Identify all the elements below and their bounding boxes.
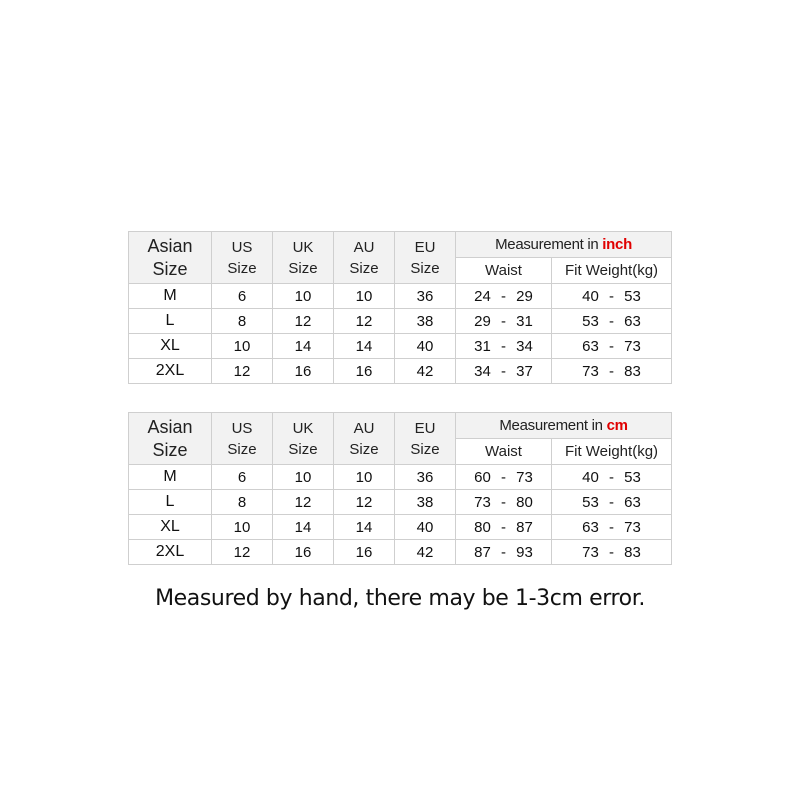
cell-eu-size: 36 <box>395 284 456 309</box>
header-fit-weight: Fit Weight(kg) <box>552 258 672 284</box>
header-waist: Waist <box>456 439 552 465</box>
cell-asian-size: L <box>129 490 212 515</box>
cell-us-size: 6 <box>212 284 273 309</box>
header-uk-size: UK Size <box>273 413 334 465</box>
header-eu-size: EU Size <box>395 413 456 465</box>
header-measurement: Measurement in cm <box>456 413 672 439</box>
table-row <box>129 284 672 309</box>
cell-fit-weight: 40 - 53 <box>552 465 672 490</box>
cell-waist: 34 - 37 <box>456 359 552 384</box>
cell-waist: 31 - 34 <box>456 334 552 359</box>
cell-uk-size: 10 <box>273 284 334 309</box>
cell-eu-size: 42 <box>395 540 456 565</box>
cell-fit-weight: 63 - 73 <box>552 334 672 359</box>
cell-uk-size: 12 <box>273 490 334 515</box>
cell-eu-size: 38 <box>395 490 456 515</box>
cell-asian-size: 2XL <box>129 540 212 565</box>
header-au-size: AU Size <box>334 232 395 284</box>
cell-asian-size: M <box>129 465 212 490</box>
cell-uk-size: 16 <box>273 540 334 565</box>
header-uk-size: UK Size <box>273 232 334 284</box>
cell-eu-size: 38 <box>395 309 456 334</box>
measurement-unit-label: cm <box>606 417 628 434</box>
cell-fit-weight: 63 - 73 <box>552 515 672 540</box>
cell-us-size: 12 <box>212 359 273 384</box>
cell-asian-size: 2XL <box>129 359 212 384</box>
cell-asian-size: XL <box>129 515 212 540</box>
header-fit-weight: Fit Weight(kg) <box>552 439 672 465</box>
cell-waist: 87 - 93 <box>456 540 552 565</box>
cell-asian-size: XL <box>129 334 212 359</box>
size-chart-inch <box>128 231 672 384</box>
cell-eu-size: 42 <box>395 359 456 384</box>
table-row <box>129 465 672 490</box>
cell-au-size: 10 <box>334 284 395 309</box>
cell-waist: 80 - 87 <box>456 515 552 540</box>
table-row <box>129 540 672 565</box>
header-eu-size: EU Size <box>395 232 456 284</box>
cell-us-size: 12 <box>212 540 273 565</box>
table-row <box>129 359 672 384</box>
cell-uk-size: 16 <box>273 359 334 384</box>
cell-waist: 60 - 73 <box>456 465 552 490</box>
cell-au-size: 16 <box>334 359 395 384</box>
cell-waist: 24 - 29 <box>456 284 552 309</box>
header-asian-size: Asian Size <box>129 232 212 284</box>
cell-uk-size: 10 <box>273 465 334 490</box>
header-us-size: US Size <box>212 232 273 284</box>
cell-us-size: 10 <box>212 334 273 359</box>
table-row <box>129 334 672 359</box>
cell-au-size: 12 <box>334 309 395 334</box>
measurement-unit-label: inch <box>602 236 632 253</box>
cell-au-size: 14 <box>334 334 395 359</box>
cell-uk-size: 12 <box>273 309 334 334</box>
table-row <box>129 309 672 334</box>
cell-au-size: 14 <box>334 515 395 540</box>
cell-au-size: 16 <box>334 540 395 565</box>
cell-fit-weight: 73 - 83 <box>552 359 672 384</box>
table-row <box>129 490 672 515</box>
cell-fit-weight: 40 - 53 <box>552 284 672 309</box>
header-au-size: AU Size <box>334 413 395 465</box>
cell-fit-weight: 53 - 63 <box>552 490 672 515</box>
header-asian-size: Asian Size <box>129 413 212 465</box>
cell-fit-weight: 73 - 83 <box>552 540 672 565</box>
cell-eu-size: 36 <box>395 465 456 490</box>
cell-us-size: 8 <box>212 309 273 334</box>
cell-au-size: 12 <box>334 490 395 515</box>
cell-waist: 29 - 31 <box>456 309 552 334</box>
cell-waist: 73 - 80 <box>456 490 552 515</box>
cell-us-size: 6 <box>212 465 273 490</box>
table-row <box>129 515 672 540</box>
size-chart-cm <box>128 412 672 565</box>
cell-fit-weight: 53 - 63 <box>552 309 672 334</box>
header-us-size: US Size <box>212 413 273 465</box>
cell-asian-size: L <box>129 309 212 334</box>
cell-us-size: 10 <box>212 515 273 540</box>
cell-us-size: 8 <box>212 490 273 515</box>
cell-eu-size: 40 <box>395 515 456 540</box>
cell-au-size: 10 <box>334 465 395 490</box>
measurement-error-note: Measured by hand, there may be 1-3cm error. <box>155 586 645 611</box>
cell-uk-size: 14 <box>273 515 334 540</box>
cell-asian-size: M <box>129 284 212 309</box>
cell-eu-size: 40 <box>395 334 456 359</box>
header-measurement: Measurement in inch <box>456 232 672 258</box>
cell-uk-size: 14 <box>273 334 334 359</box>
header-waist: Waist <box>456 258 552 284</box>
